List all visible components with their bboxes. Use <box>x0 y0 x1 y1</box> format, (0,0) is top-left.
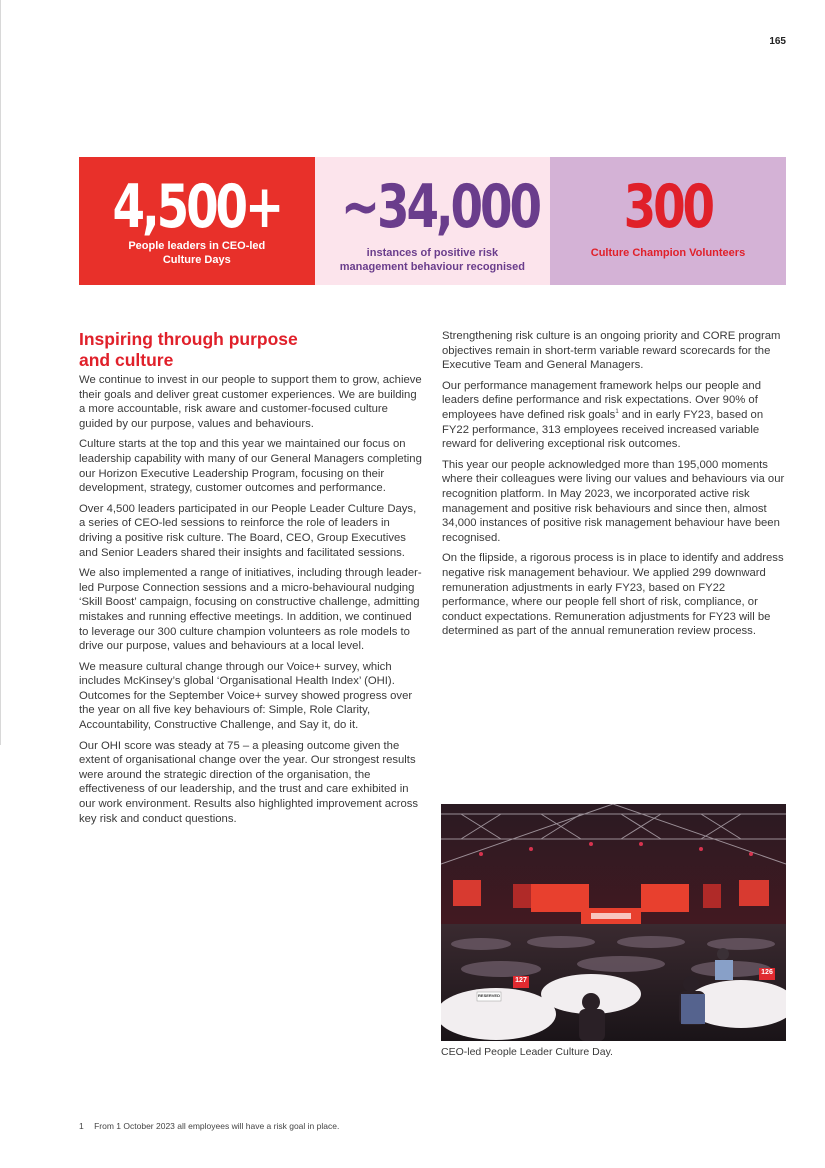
stat-culture-champions <box>550 157 786 285</box>
footnote-marker: 1 <box>79 1121 84 1131</box>
paragraph: We also implemented a range of initiatives, including through leader-led Purpose Connection sessions and a micro-behavioural nudging ‘Skill Boost’ campaign, focusing on constructive challenge, admitting mistakes and running effective meetings. In addition, we continued to leverage our 300 culture champion volunteers as role models to drive our purpose, values and behaviours at a local level. <box>79 567 422 653</box>
section-heading: Inspiring through purpose and culture <box>79 329 298 370</box>
left-column <box>79 329 424 832</box>
stat-label: People leaders in CEO-led Culture Days <box>128 240 266 266</box>
reserved-card: RESERVED <box>478 993 500 998</box>
stat-label: instances of positive risk management behaviour recognised <box>339 247 525 273</box>
stat-value: ~34,000 <box>340 172 539 242</box>
stats-banner <box>79 157 786 285</box>
right-column <box>442 329 787 645</box>
paragraph: Over 4,500 leaders participated in our People Leader Culture Days, a series of CEO-led sessions to reinforce the role of leaders in driving a positive risk culture. The Board, CEO, Group Executives and Senior Leaders shared their insights and facilitated sessions. <box>79 502 417 559</box>
paragraph: Strengthening risk culture is an ongoing priority and CORE program objectives remain in short-term variable reward scorecards for the Executive Team and General Managers. <box>442 330 781 372</box>
photo-caption: CEO-led People Leader Culture Day. <box>441 1046 613 1058</box>
conference-hall-illustration <box>441 804 786 1041</box>
paragraph: Our performance management framework helps our people and leaders define performance and risk expectations. Over 90% of employees have defined risk goals$^1$ and in early FY23, based on FY22 performance, 313 employees received increased variable reward for delivering exceptional risk outcomes. <box>442 379 764 451</box>
table-number: 127 <box>515 977 527 984</box>
paragraph: Culture starts at the top and this year we maintained our focus on leadership capability with many of our General Managers completing our Horizon Executive Leadership Program, focusing on their development, strategy, customer outcomes and performance. <box>79 438 422 495</box>
page-number: 165 <box>769 36 786 47</box>
paragraph: Our OHI score was steady at 75 – a pleasing outcome given the extent of organisational change over the year. Our strongest results were around the strategic direction of the organisation, the effectiveness of our leadership, and the trust and care exhibited in our work environment. Results also highlighted improvement across key risk and conduct questions. <box>79 739 419 825</box>
stat-value: 4,500+ <box>112 172 282 242</box>
stat-people-leaders <box>79 157 315 285</box>
footnote-text: From 1 October 2023 all employees will have a risk goal in place. <box>94 1121 340 1131</box>
event-photo <box>441 804 786 1041</box>
paragraph: We measure cultural change through our Voice+ survey, which includes McKinsey’s global ‘Organisational Health Index’ (OHI). Outcomes for the September Voice+ survey showed progress over the year on all five key behaviours of: Simple, Role Clarity, Accountability, Constructive Challenge, and Say it, do it. <box>79 660 413 732</box>
page-edge-rule <box>0 0 1 745</box>
paragraph: We continue to invest in our people to support them to grow, achieve their goals and deliver great customer experiences. We are building a more accountable, risk aware and customer-focused culture guided by our purpose, values and behaviours. <box>79 374 422 430</box>
footnote-marker: 1 <box>615 409 619 416</box>
stat-positive-risk-instances <box>315 157 551 285</box>
paragraph: On the flipside, a rigorous process is in place to identify and address negative risk management behaviour. We applied 299 downward remuneration adjustments in early FY23, based on FY22 performance, where our people fell short of risk, compliance, or conduct expectations. Remuneration adjustments for FY23 will be determined as part of the annual remuneration review process. <box>442 552 784 638</box>
paragraph: This year our people acknowledged more than 195,000 moments where their colleagues were living our values and behaviours via our recognition platform. In May 2023, we incorporated active risk management and positive risk behaviours and since then, almost 34,000 instances of positive risk management behaviour have been recognised. <box>442 458 785 544</box>
table-number: 126 <box>761 969 773 976</box>
stat-value: 300 <box>623 172 713 242</box>
stat-label: Culture Champion Volunteers <box>590 247 746 259</box>
footnote <box>79 1121 339 1131</box>
